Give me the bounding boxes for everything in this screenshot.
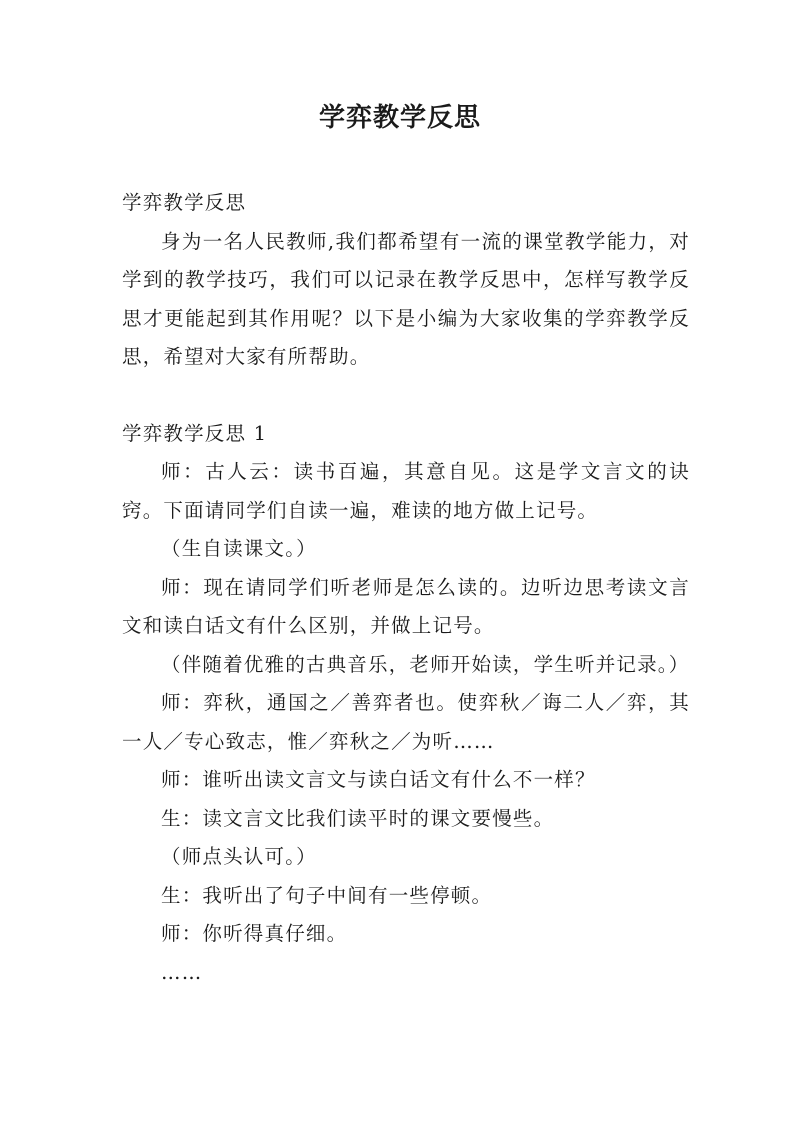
paragraph-10: 师：你听得真仔细。: [161, 922, 348, 945]
paragraph-8: （师点头认可。）: [161, 845, 317, 868]
paragraph-5: 师：弈秋，通国之／善弈者也。使弈秋／诲二人／弈，其一人／专心致志，惟／弈秋之／为听……: [122, 691, 690, 753]
paragraph-4: （伴随着优雅的古典音乐，老师开始读，学生听并记录。）: [161, 652, 690, 676]
ellipsis-paragraph: ……: [161, 960, 203, 984]
document-subtitle: 学弈教学反思: [122, 191, 247, 214]
paragraph-9: 生：我听出了句子中间有一些停顿。: [161, 883, 493, 907]
document-title: 学弈教学反思: [318, 103, 481, 133]
paragraph-1: 师：古人云：读书百遍，其意自见。这是学文言文的诀窍。下面请同学们自读一遍，难读的地方做上记号。: [122, 460, 690, 522]
paragraph-2: （生自读课文。）: [161, 537, 317, 560]
paragraph-7: 生：读文言文比我们读平时的课文要慢些。: [161, 806, 555, 830]
intro-paragraph: 身为一名人民教师,我们都希望有一流的课堂教学能力，对学到的教学技巧，我们可以记录在教学反思中，怎样写教学反思才更能起到其作用呢？以下是小编为大家收集的学弈教学反思，希望对大家有所帮助。: [122, 229, 690, 368]
paragraph-6: 师：谁听出读文言文与读白话文有什么不一样？: [161, 768, 596, 791]
paragraph-3: 师：现在请同学们听老师是怎么读的。边听边思考读文言文和读白话文有什么区别，并做上记号。: [122, 575, 690, 637]
section-title: 学弈教学反思 1: [122, 421, 268, 445]
document-body: [122, 184, 690, 992]
